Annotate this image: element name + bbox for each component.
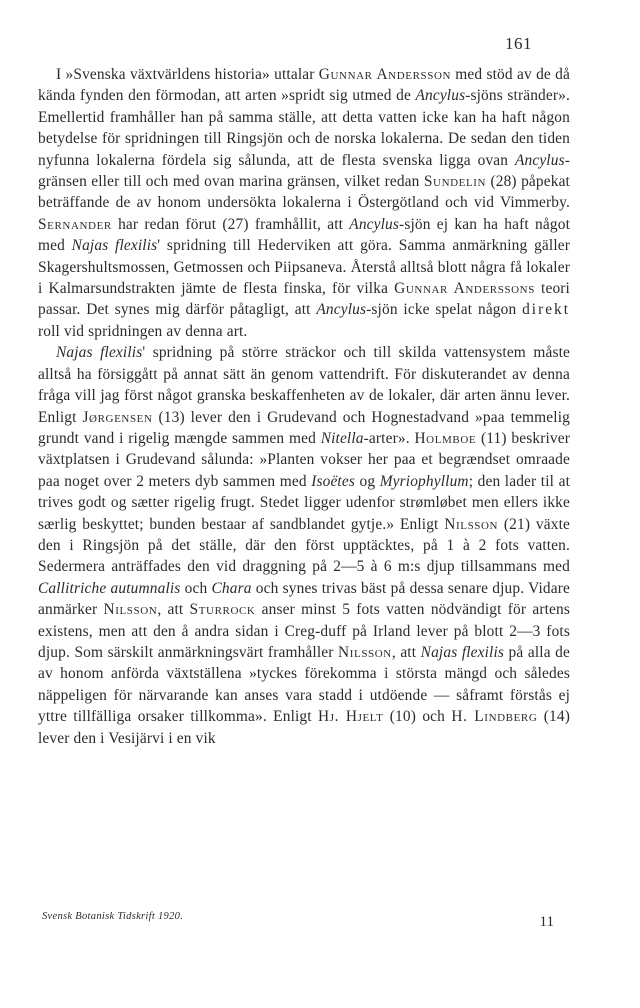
author-name: Nilsson	[444, 515, 499, 533]
taxon-name: Myriophyllum	[379, 472, 469, 490]
author-name: Sundelin	[423, 173, 487, 191]
emphasis-spaced: direkt	[522, 301, 570, 319]
author-name: Jørgensen	[82, 408, 153, 426]
taxon-name: Chara	[211, 579, 252, 597]
author-name: H. Lindberg	[451, 708, 538, 726]
taxon-name: Ancylus	[349, 215, 400, 233]
footer-journal-title: Svensk Botanisk Tidskrift 1920.	[42, 911, 184, 922]
author-name: Gunnar Andersson	[318, 66, 452, 83]
author-name: Sturrock	[189, 601, 256, 619]
taxon-name: Najas flexilis	[420, 643, 505, 661]
paragraph-2: Najas flexilis' spridning på större sträckor och till skilda vattensystem måste alltså ha försiggått på annat sätt än genom vattendrift. För diskuterandet av denna fråga vill jag först något granska beskaffenheten av de lokaler, där arten ännu lever. Enligt Jørgensen (13) lever den i Grudevand och Hognestadvand »paa temmelig grundt vand i rigelig mængde sammen med Nitella-arter». Holmboe (11) beskriver växtplatsen i Grudevand sålunda: »Planten vokser her paa et begrændset omraade paa noget over 2 meters dyb sammen med Isoëtes og Myriophyllum; den lader til at trives godt og sætter rigelig frugt. Stedet ligger udenfor strømløbet men ellers ikke særlig beskyttet; bunden bestaar af sandblandet gytje.» Enligt Nilsson (21) växte den i Ringsjön på det ställe, där den först upptäcktes, på 1 à 2 fots vatten. Sedermera anträffades den vid draggning på 2—5 à 6 m:s djup tillsammans med Callitriche autumnalis och Chara och synes trivas bäst på dessa senare djup. Vidare anmärker Nilsson, att Sturrock anser minst 5 fots vatten nödvändigt för artens existens, men att den å andra sidan i Creg-duff på Irland lever på blott 2—3 fots djup. Som särskilt anmärkningsvärt framhåller Nilsson, att Najas flexilis på alla de av honom anförda växtställena »tyckes förekomma i största mängd och således näppeligen för närvarande kan anses vara stadd i utdöende — såframt förstås ej yttre tillfälliga orsaker tillkomma». Enligt Hj. Hjelt (10) och H. Lindberg (14) lever den i Vesijärvi i en vik	[38, 344, 571, 747]
taxon-name: Nitella	[320, 429, 364, 447]
author-name: Holmboe	[414, 429, 477, 447]
body-text	[38, 64, 570, 749]
taxon-name: Ancylus	[316, 301, 367, 319]
taxon-name: Najas flexilis	[56, 344, 143, 362]
page-number: 161	[505, 34, 532, 53]
taxon-name: Ancylus	[415, 87, 466, 105]
author-name: Nilsson	[338, 643, 392, 661]
taxon-name: Callitriche autumnalis	[38, 579, 181, 597]
author-name: Hj. Hjelt	[318, 708, 384, 726]
taxon-name: Najas flexilis	[71, 237, 158, 255]
author-name: Nilsson	[103, 601, 158, 619]
footer-signature-mark: 11	[539, 914, 554, 930]
taxon-name: Isoëtes	[311, 472, 355, 490]
paragraph-1: I »Svenska växtvärldens historia» uttalar Gunnar Andersson med stöd av de då kända fynden den förmodan, att arten »spridt sig utmed de Ancylus-sjöns stränder». Emellertid framhåller han på samma ställe, att detta vatten icke kan ha haft någon betydelse för spridningen till Ringsjön och de norska lokalerna. De sedan den tiden nyfunna lokalerna fördela sig sålunda, att de flesta svenska ligga ovan Ancylus-gränsen eller till och med ovan marina gränsen, vilket redan Sundelin (28) påpekat beträffande de av honom undersökta lokalerna i Östergötland och vid Vimmerby. Sernander har redan förut (27) framhållit, att Ancylus-sjön ej kan ha haft något med Najas flexilis' spridning till Hederviken att göra. Samma anmärkning gäller Skagershultsmossen, Getmossen och Piipsaneva. Återstå alltså blott några få lokaler i Kalmarsundstrakten jämte de flesta finska, för vilka Gunnar Anderssons teori passar. Det synes mig därför påtagligt, att Ancylus-sjön icke spelat någon direkt roll vid spridningen av denna art.	[38, 66, 571, 340]
author-name: Gunnar Anderssons	[394, 280, 535, 298]
taxon-name: Ancylus	[514, 151, 565, 169]
author-name: Sernander	[38, 215, 112, 233]
